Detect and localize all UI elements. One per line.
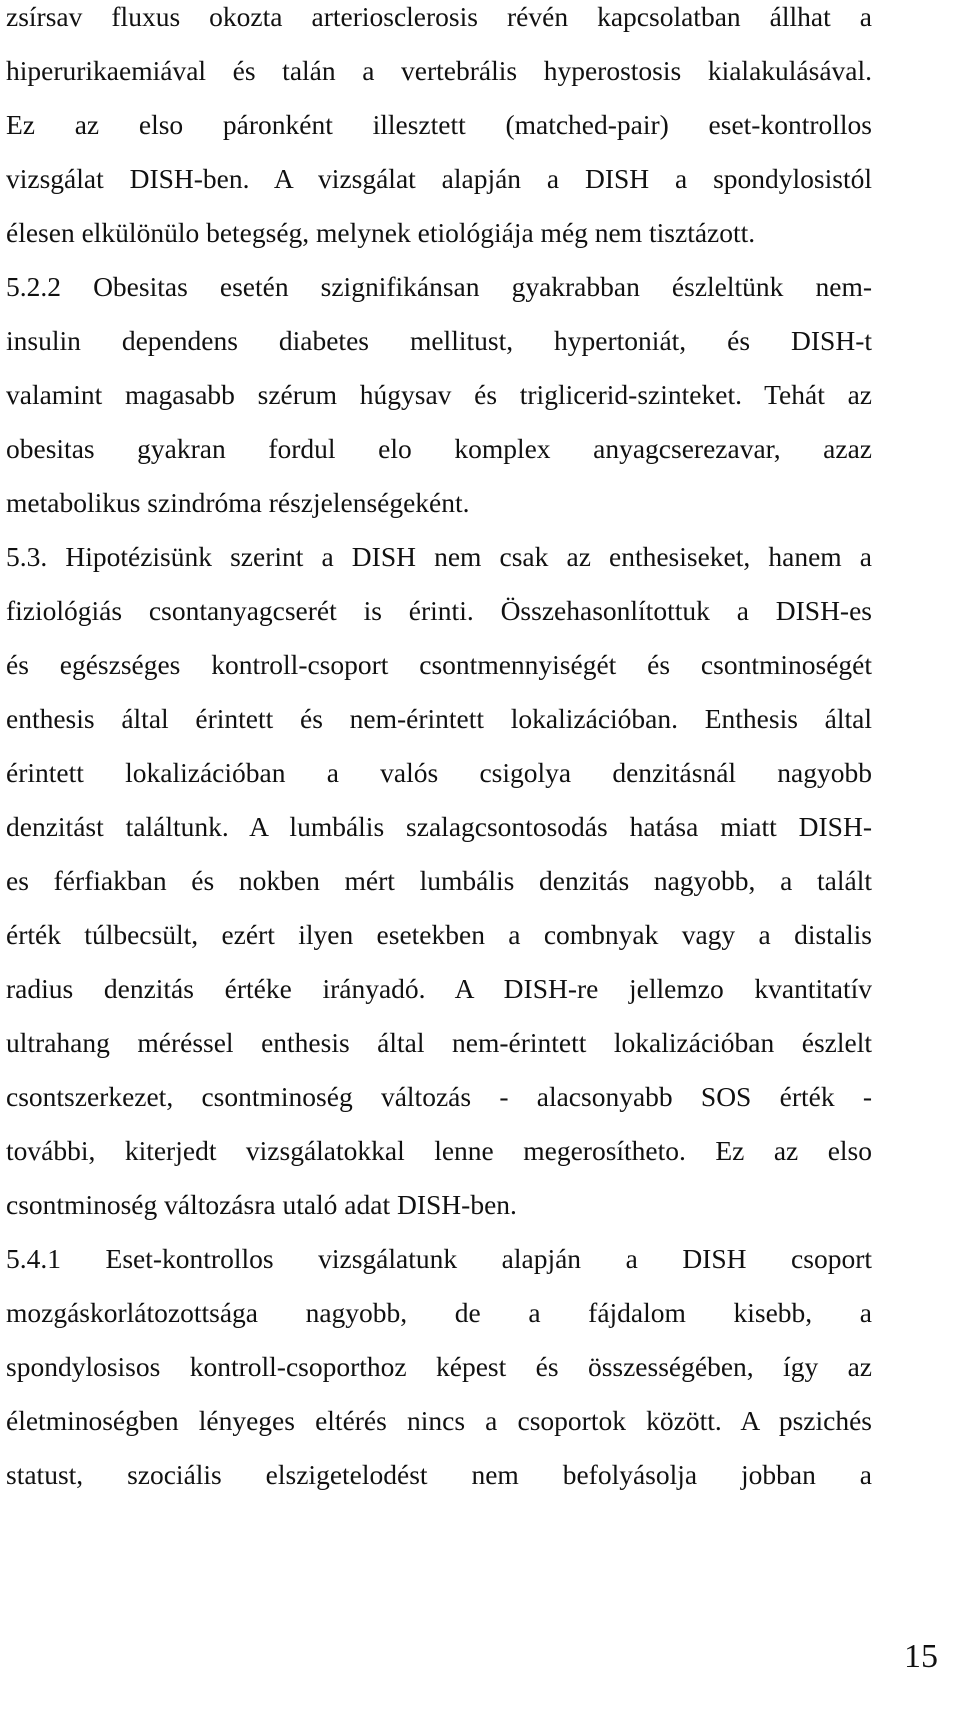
text-line: metabolikus szindróma részjelenségeként.: [6, 487, 470, 518]
text-line: élesen elkülönülo betegség, melynek etiológiája még nem tisztázott.: [6, 217, 756, 248]
text-line: enthesis által érintett és nem-érintett lokalizációban. Enthesis által: [6, 703, 872, 734]
text-line: ultrahang méréssel enthesis által nem-érintett lokalizációban észlelt: [6, 1027, 872, 1058]
text-line: es férfiakban és nokben mért lumbális denzitás nagyobb, a talált: [6, 865, 872, 896]
text-line: életminoségben lényeges eltérés nincs a csoportok között. A pszichés: [6, 1405, 872, 1436]
text-line: 5.4.1 Eset-kontrollos vizsgálatunk alapján a DISH csoport: [6, 1243, 872, 1274]
text-line: mozgáskorlátozottsága nagyobb, de a fájdalom kisebb, a: [6, 1297, 872, 1328]
page-number: 15: [904, 1638, 938, 1675]
text-line: csontszerkezet, csontminoség változás - alacsonyabb SOS érték -: [6, 1081, 872, 1112]
text-line: és egészséges kontroll-csoport csontmennyiségét és csontminoségét: [6, 649, 872, 680]
text-line: zsírsav fluxus okozta arteriosclerosis révén kapcsolatban állhat a: [6, 1, 872, 32]
text-line: további, kiterjedt vizsgálatokkal lenne megerosítheto. Ez az elso: [6, 1135, 872, 1166]
text-line: insulin dependens diabetes mellitust, hypertoniát, és DISH-t: [6, 325, 872, 356]
text-line: Ez az elso páronként illesztett (matched-pair) eset-kontrollos: [6, 109, 872, 140]
text-line: 5.2.2 Obesitas esetén szignifikánsan gyakrabban észleltünk nem-: [6, 271, 872, 302]
text-line: fiziológiás csontanyagcserét is érinti. Összehasonlítottuk a DISH-es: [6, 595, 872, 626]
text-line: csontminoség változásra utaló adat DISH-ben.: [6, 1189, 517, 1220]
text-line: obesitas gyakran fordul elo komplex anyagcserezavar, azaz: [6, 433, 872, 464]
text-line: radius denzitás értéke irányadó. A DISH-re jellemzo kvantitatív: [6, 973, 872, 1004]
text-line: érintett lokalizációban a valós csigolya denzitásnál nagyobb: [6, 757, 872, 788]
text-line: spondylosisos kontroll-csoporthoz képest és összességében, így az: [6, 1351, 872, 1382]
text-line: vizsgálat DISH-ben. A vizsgálat alapján a DISH a spondylosistól: [6, 163, 872, 194]
body-text: [6, 0, 872, 1502]
text-line: statust, szociális elszigetelodést nem befolyásolja jobban a: [6, 1459, 872, 1490]
text-line: 5.3. Hipotézisünk szerint a DISH nem csak az enthesiseket, hanem a: [6, 541, 872, 572]
text-line: érték túlbecsült, ezért ilyen esetekben a combnyak vagy a distalis: [6, 919, 872, 950]
text-line: denzitást találtunk. A lumbális szalagcsontosodás hatása miatt DISH-: [6, 811, 872, 842]
text-line: hiperurikaemiával és talán a vertebrális hyperostosis kialakulásával.: [6, 55, 872, 86]
text-line: valamint magasabb szérum húgysav és triglicerid-szinteket. Tehát az: [6, 379, 872, 410]
